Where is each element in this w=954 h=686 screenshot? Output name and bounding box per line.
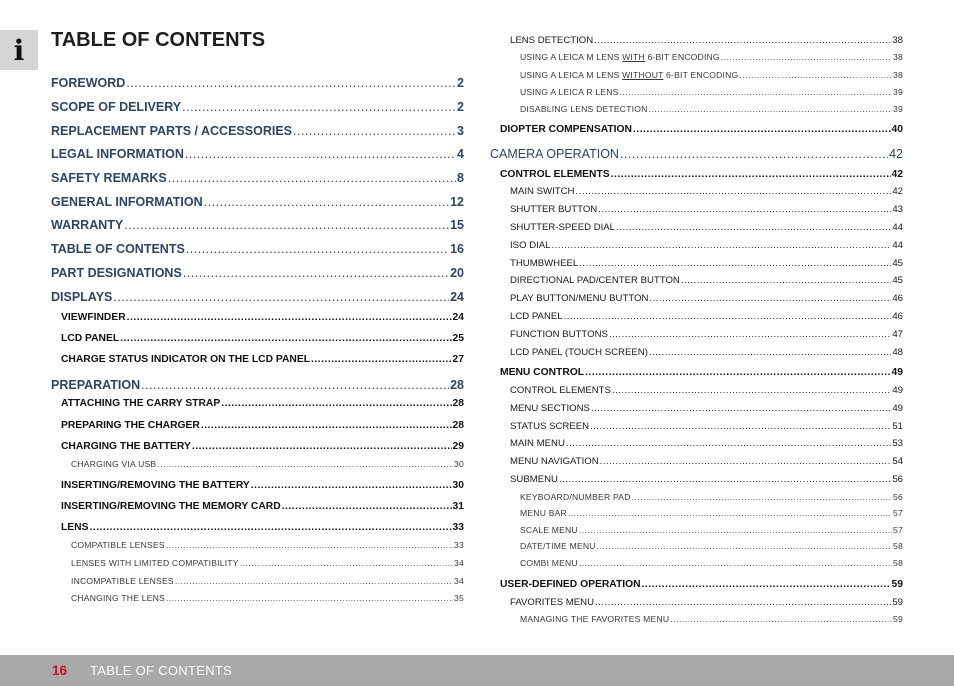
toc-entry-label: PREPARATION — [51, 378, 141, 392]
toc-entry[interactable] — [51, 266, 464, 280]
toc-leader-dots — [251, 480, 452, 491]
toc-entry-label-end: 6-BIT ENCODING — [663, 70, 739, 80]
toc-entry-page: 44 — [892, 240, 903, 251]
toc-leader-dots — [579, 258, 891, 269]
toc-entry[interactable] — [520, 558, 903, 568]
toc-entry-label: SHUTTER-SPEED DIAL — [510, 222, 616, 233]
toc-leader-dots — [126, 76, 456, 90]
toc-entry-label: LENS DETECTION — [510, 35, 594, 46]
toc-entry-label: PART DESIGNATIONS — [51, 266, 182, 280]
toc-entry-page: 47 — [892, 329, 903, 340]
toc-entry-page: 24 — [450, 290, 464, 304]
toc-leader-dots — [141, 378, 449, 392]
toc-entry[interactable] — [520, 508, 903, 518]
toc-leader-dots — [127, 312, 452, 323]
toc-entry[interactable] — [520, 525, 903, 535]
toc-entry[interactable] — [520, 70, 903, 80]
toc-leader-dots — [721, 52, 892, 62]
toc-entry-page: 12 — [450, 195, 464, 209]
toc-entry-label: PREPARING THE CHARGER — [61, 420, 200, 431]
toc-entry-page: 3 — [457, 124, 464, 138]
toc-entry-page: 53 — [892, 438, 903, 449]
toc-leader-dots — [113, 290, 449, 304]
toc-entry-label: MENU SECTIONS — [510, 403, 590, 414]
toc-entry-label: LENSES WITH LIMITED COMPATIBILITY — [71, 558, 239, 568]
toc-entry-label: CONTROL ELEMENTS — [500, 169, 610, 180]
toc-entry-page: 28 — [452, 398, 464, 409]
toc-entry[interactable] — [510, 597, 903, 608]
toc-entry-label: SCOPE OF DELIVERY — [51, 100, 182, 114]
toc-entry[interactable] — [51, 100, 464, 114]
toc-leader-dots — [594, 35, 891, 46]
toc-leader-dots — [670, 614, 892, 624]
toc-leader-dots — [633, 124, 891, 135]
toc-leader-dots — [620, 87, 892, 97]
toc-entry-page: 59 — [891, 579, 903, 590]
toc-entry-label: THUMBWHEEL — [510, 258, 579, 269]
footer-page-number: 16 — [52, 663, 68, 678]
toc-entry-label: INCOMPATIBLE LENSES — [71, 576, 174, 586]
toc-entry-label: LCD PANEL — [61, 333, 120, 344]
toc-entry[interactable] — [520, 104, 903, 114]
toc-leader-dots — [595, 597, 891, 608]
toc-entry-page: 42 — [892, 186, 903, 197]
toc-entry-page: 51 — [892, 421, 903, 432]
toc-entry[interactable] — [520, 87, 903, 97]
toc-leader-dots — [568, 508, 892, 518]
toc-entry-label: SUBMENU — [510, 474, 558, 485]
toc-entry-page: 57 — [893, 525, 903, 535]
toc-entry-label: DATE/TIME MENU — [520, 541, 596, 551]
toc-entry[interactable] — [61, 480, 464, 491]
toc-leader-dots — [649, 347, 891, 358]
toc-entry-label-start: USING A LEICA M LENS — [520, 70, 623, 80]
toc-entry[interactable] — [500, 367, 903, 378]
toc-entry-label: SCALE MENU — [520, 525, 578, 535]
toc-entry-label: SAFETY REMARKS — [51, 171, 167, 185]
toc-entry[interactable] — [61, 354, 464, 365]
toc-entry-label: KEYBOARD/NUMBER PAD — [520, 492, 631, 502]
toc-entry-page: 28 — [452, 420, 464, 431]
toc-entry[interactable] — [71, 540, 464, 550]
toc-leader-dots — [192, 441, 452, 452]
toc-entry-label: COMBI MENU — [520, 558, 578, 568]
toc-entry[interactable] — [510, 35, 903, 46]
toc-leader-dots — [611, 169, 891, 180]
toc-entry-page: 59 — [892, 597, 903, 608]
toc-entry-label: USER-DEFINED OPERATION — [500, 579, 641, 590]
toc-entry-label: CHARGE STATUS INDICATOR ON THE LCD PANEL — [61, 354, 311, 365]
toc-entry[interactable] — [510, 347, 903, 358]
toc-entry[interactable] — [510, 456, 903, 467]
toc-entry-label: DISABLING LENS DETECTION — [520, 104, 648, 114]
toc-entry-label: CAMERA OPERATION — [490, 147, 619, 161]
toc-entry-page: 8 — [457, 171, 464, 185]
toc-entry[interactable] — [51, 76, 464, 90]
toc-entry-page: 44 — [892, 222, 903, 233]
toc-entry-label: REPLACEMENT PARTS / ACCESSORIES — [51, 124, 292, 138]
toc-entry-page: 42 — [891, 169, 903, 180]
toc-entry-page: 34 — [454, 558, 464, 568]
toc-entry[interactable] — [510, 204, 903, 215]
toc-leader-dots — [609, 329, 891, 340]
toc-leader-dots — [282, 501, 452, 512]
toc-entry-label: LENS — [61, 522, 89, 533]
toc-leader-dots — [201, 420, 452, 431]
toc-entry-page: 46 — [892, 311, 903, 322]
toc-entry-label: DIRECTIONAL PAD/CENTER BUTTON — [510, 275, 680, 286]
toc-entry[interactable] — [510, 329, 903, 340]
toc-leader-dots — [579, 558, 892, 568]
toc-leader-dots — [552, 240, 892, 251]
toc-entry-page: 28 — [450, 378, 464, 392]
toc-entry-label: CHANGING THE LENS — [71, 593, 165, 603]
toc-entry-page: 42 — [889, 147, 903, 161]
toc-entry[interactable] — [61, 398, 464, 409]
toc-entry-label: LCD PANEL (TOUCH SCREEN) — [510, 347, 648, 358]
toc-entry-page: 34 — [454, 576, 464, 586]
toc-entry-label: MENU CONTROL — [500, 367, 585, 378]
toc-leader-dots — [240, 558, 453, 568]
toc-entry[interactable] — [61, 333, 464, 344]
toc-leader-dots — [590, 421, 891, 432]
toc-leader-dots — [620, 147, 888, 161]
toc-leader-dots — [204, 195, 449, 209]
toc-entry-label — [520, 70, 738, 80]
toc-leader-dots — [616, 222, 891, 233]
toc-entry-page: 38 — [892, 35, 903, 46]
toc-leader-dots — [175, 576, 453, 586]
toc-entry-page: 38 — [893, 70, 903, 80]
toc-entry[interactable] — [510, 240, 903, 251]
toc-entry-label: PLAY BUTTON/MENU BUTTON — [510, 293, 649, 304]
toc-entry[interactable] — [520, 614, 903, 624]
toc-entry-page: 40 — [891, 124, 903, 135]
toc-leader-dots — [124, 218, 449, 232]
toc-entry-label: DISPLAYS — [51, 290, 113, 304]
toc-entry[interactable] — [500, 169, 903, 180]
toc-leader-dots — [168, 171, 456, 185]
toc-entry[interactable] — [51, 378, 464, 392]
toc-leader-dots — [186, 242, 449, 256]
toc-leader-dots — [739, 70, 892, 80]
toc-entry-label: DIOPTER COMPENSATION — [500, 124, 632, 135]
toc-leader-dots — [566, 438, 891, 449]
toc-entry[interactable] — [520, 52, 903, 62]
toc-entry-label: MAIN MENU — [510, 438, 565, 449]
toc-entry-page: 56 — [892, 474, 903, 485]
toc-entry-page: 38 — [893, 52, 903, 62]
toc-entry[interactable] — [51, 290, 464, 304]
toc-entry-label: ISO DIAL — [510, 240, 551, 251]
toc-entry-label-underlined: WITHOUT — [622, 70, 664, 80]
toc-entry[interactable] — [61, 501, 464, 512]
toc-entry-page: 58 — [893, 558, 903, 568]
toc-entry[interactable] — [510, 258, 903, 269]
toc-entry-page: 56 — [893, 492, 903, 502]
toc-entry-label: INSERTING/REMOVING THE BATTERY — [61, 480, 250, 491]
toc-entry-page: 2 — [457, 76, 464, 90]
toc-entry-page: 48 — [892, 347, 903, 358]
toc-entry-page: 20 — [450, 266, 464, 280]
toc-entry-page: 49 — [892, 385, 903, 396]
toc-entry[interactable] — [510, 222, 903, 233]
toc-entry-label: MENU NAVIGATION — [510, 456, 599, 467]
toc-leader-dots — [311, 354, 452, 365]
toc-entry[interactable] — [510, 293, 903, 304]
toc-entry[interactable] — [71, 459, 464, 469]
toc-entry[interactable] — [510, 385, 903, 396]
toc-entry[interactable] — [71, 576, 464, 586]
toc-entry-label: TABLE OF CONTENTS — [51, 242, 185, 256]
toc-entry-page: 24 — [452, 312, 464, 323]
toc-entry[interactable] — [61, 420, 464, 431]
toc-entry-page: 35 — [454, 593, 464, 603]
toc-entry-label — [520, 52, 720, 62]
toc-entry-page: 25 — [452, 333, 464, 344]
toc-entry-page: 43 — [892, 204, 903, 215]
toc-entry-page: 54 — [892, 456, 903, 467]
toc-entry-label: CHARGING THE BATTERY — [61, 441, 191, 452]
toc-entry[interactable] — [51, 218, 464, 232]
page-footer — [0, 655, 954, 686]
toc-entry-page: 29 — [452, 441, 464, 452]
toc-entry-page: 30 — [452, 480, 464, 491]
toc-entry-page: 39 — [893, 87, 903, 97]
toc-leader-dots — [681, 275, 891, 286]
toc-entry-label: CHARGING VIA USB — [71, 459, 157, 469]
toc-leader-dots — [612, 385, 891, 396]
toc-entry-page: 16 — [450, 242, 464, 256]
toc-leader-dots — [221, 398, 451, 409]
toc-entry[interactable] — [61, 522, 464, 533]
toc-entry-page: 39 — [893, 104, 903, 114]
toc-entry-label: SHUTTER BUTTON — [510, 204, 598, 215]
toc-entry-label: MENU BAR — [520, 508, 567, 518]
footer-section-title: TABLE OF CONTENTS — [90, 663, 233, 678]
toc-leader-dots — [157, 459, 453, 469]
toc-leader-dots — [89, 522, 451, 533]
toc-entry-label: USING A LEICA R LENS — [520, 87, 619, 97]
toc-entry[interactable] — [500, 579, 903, 590]
toc-entry-page: 15 — [450, 218, 464, 232]
toc-leader-dots — [559, 474, 891, 485]
toc-entry-page: 4 — [457, 147, 464, 161]
page-title: TABLE OF CONTENTS — [51, 29, 266, 51]
toc-leader-dots — [598, 204, 891, 215]
toc-entry[interactable] — [510, 438, 903, 449]
toc-entry-page: 45 — [892, 275, 903, 286]
toc-entry-label: WARRANTY — [51, 218, 124, 232]
toc-entry[interactable] — [71, 558, 464, 568]
toc-entry[interactable] — [490, 147, 903, 161]
toc-entry-page: 58 — [893, 541, 903, 551]
toc-entry-label: CONTROL ELEMENTS — [510, 385, 611, 396]
toc-entry-page: 45 — [892, 258, 903, 269]
toc-entry[interactable] — [510, 186, 903, 197]
toc-leader-dots — [182, 100, 456, 114]
toc-leader-dots — [293, 124, 456, 138]
toc-leader-dots — [600, 456, 892, 467]
toc-leader-dots — [649, 293, 891, 304]
toc-leader-dots — [591, 403, 891, 414]
toc-entry-label: FOREWORD — [51, 76, 126, 90]
toc-entry[interactable] — [71, 593, 464, 603]
toc-leader-dots — [642, 579, 891, 590]
toc-entry-page: 33 — [452, 522, 464, 533]
toc-entry-label: LCD PANEL — [510, 311, 563, 322]
toc-entry-label: INSERTING/REMOVING THE MEMORY CARD — [61, 501, 281, 512]
toc-entry-label: MANAGING THE FAVORITES MENU — [520, 614, 670, 624]
toc-leader-dots — [185, 147, 456, 161]
toc-entry[interactable] — [520, 541, 903, 551]
toc-entry[interactable] — [510, 403, 903, 414]
toc-entry-page: 46 — [892, 293, 903, 304]
toc-entry[interactable] — [51, 171, 464, 185]
toc-entry-label-end: 6-BIT ENCODING — [644, 52, 720, 62]
toc-entry[interactable] — [51, 147, 464, 161]
toc-leader-dots — [576, 186, 892, 197]
toc-leader-dots — [579, 525, 892, 535]
toc-entry-page: 49 — [892, 403, 903, 414]
toc-entry[interactable] — [51, 195, 464, 209]
toc-leader-dots — [166, 593, 453, 603]
toc-leader-dots — [597, 541, 892, 551]
toc-entry-label: FAVORITES MENU — [510, 597, 595, 608]
info-icon: i — [13, 33, 25, 67]
toc-entry-page: 59 — [893, 614, 903, 624]
toc-entry[interactable] — [51, 124, 464, 138]
toc-entry-label-start: USING A LEICA M LENS — [520, 52, 623, 62]
toc-entry-label: VIEWFINDER — [61, 312, 126, 323]
toc-entry-label: COMPATIBLE LENSES — [71, 540, 165, 550]
toc-leader-dots — [120, 333, 451, 344]
toc-entry-page: 31 — [452, 501, 464, 512]
toc-entry[interactable] — [510, 275, 903, 286]
toc-entry[interactable] — [61, 312, 464, 323]
toc-entry[interactable] — [61, 441, 464, 452]
toc-entry[interactable] — [500, 124, 903, 135]
toc-entry-page: 2 — [457, 100, 464, 114]
toc-entry[interactable] — [51, 242, 464, 256]
toc-entry-page: 33 — [454, 540, 464, 550]
toc-leader-dots — [585, 367, 890, 378]
toc-entry-page: 49 — [891, 367, 903, 378]
toc-entry[interactable] — [510, 474, 903, 485]
toc-entry-label: STATUS SCREEN — [510, 421, 590, 432]
toc-entry[interactable] — [510, 421, 903, 432]
toc-entry-page: 30 — [454, 459, 464, 469]
toc-entry-label-underlined: WITH — [622, 52, 645, 62]
toc-entry-label: LEGAL INFORMATION — [51, 147, 184, 161]
toc-leader-dots — [183, 266, 449, 280]
toc-entry-page: 57 — [893, 508, 903, 518]
toc-entry[interactable] — [520, 492, 903, 502]
toc-entry-label: ATTACHING THE CARRY STRAP — [61, 398, 221, 409]
toc-leader-dots — [564, 311, 892, 322]
toc-entry-label: MAIN SWITCH — [510, 186, 575, 197]
toc-entry-label: GENERAL INFORMATION — [51, 195, 203, 209]
info-tab — [0, 30, 38, 70]
toc-leader-dots — [649, 104, 893, 114]
toc-leader-dots — [166, 540, 453, 550]
toc-entry-label: FUNCTION BUTTONS — [510, 329, 608, 340]
toc-entry[interactable] — [510, 311, 903, 322]
toc-leader-dots — [632, 492, 892, 502]
toc-entry-page: 27 — [452, 354, 464, 365]
